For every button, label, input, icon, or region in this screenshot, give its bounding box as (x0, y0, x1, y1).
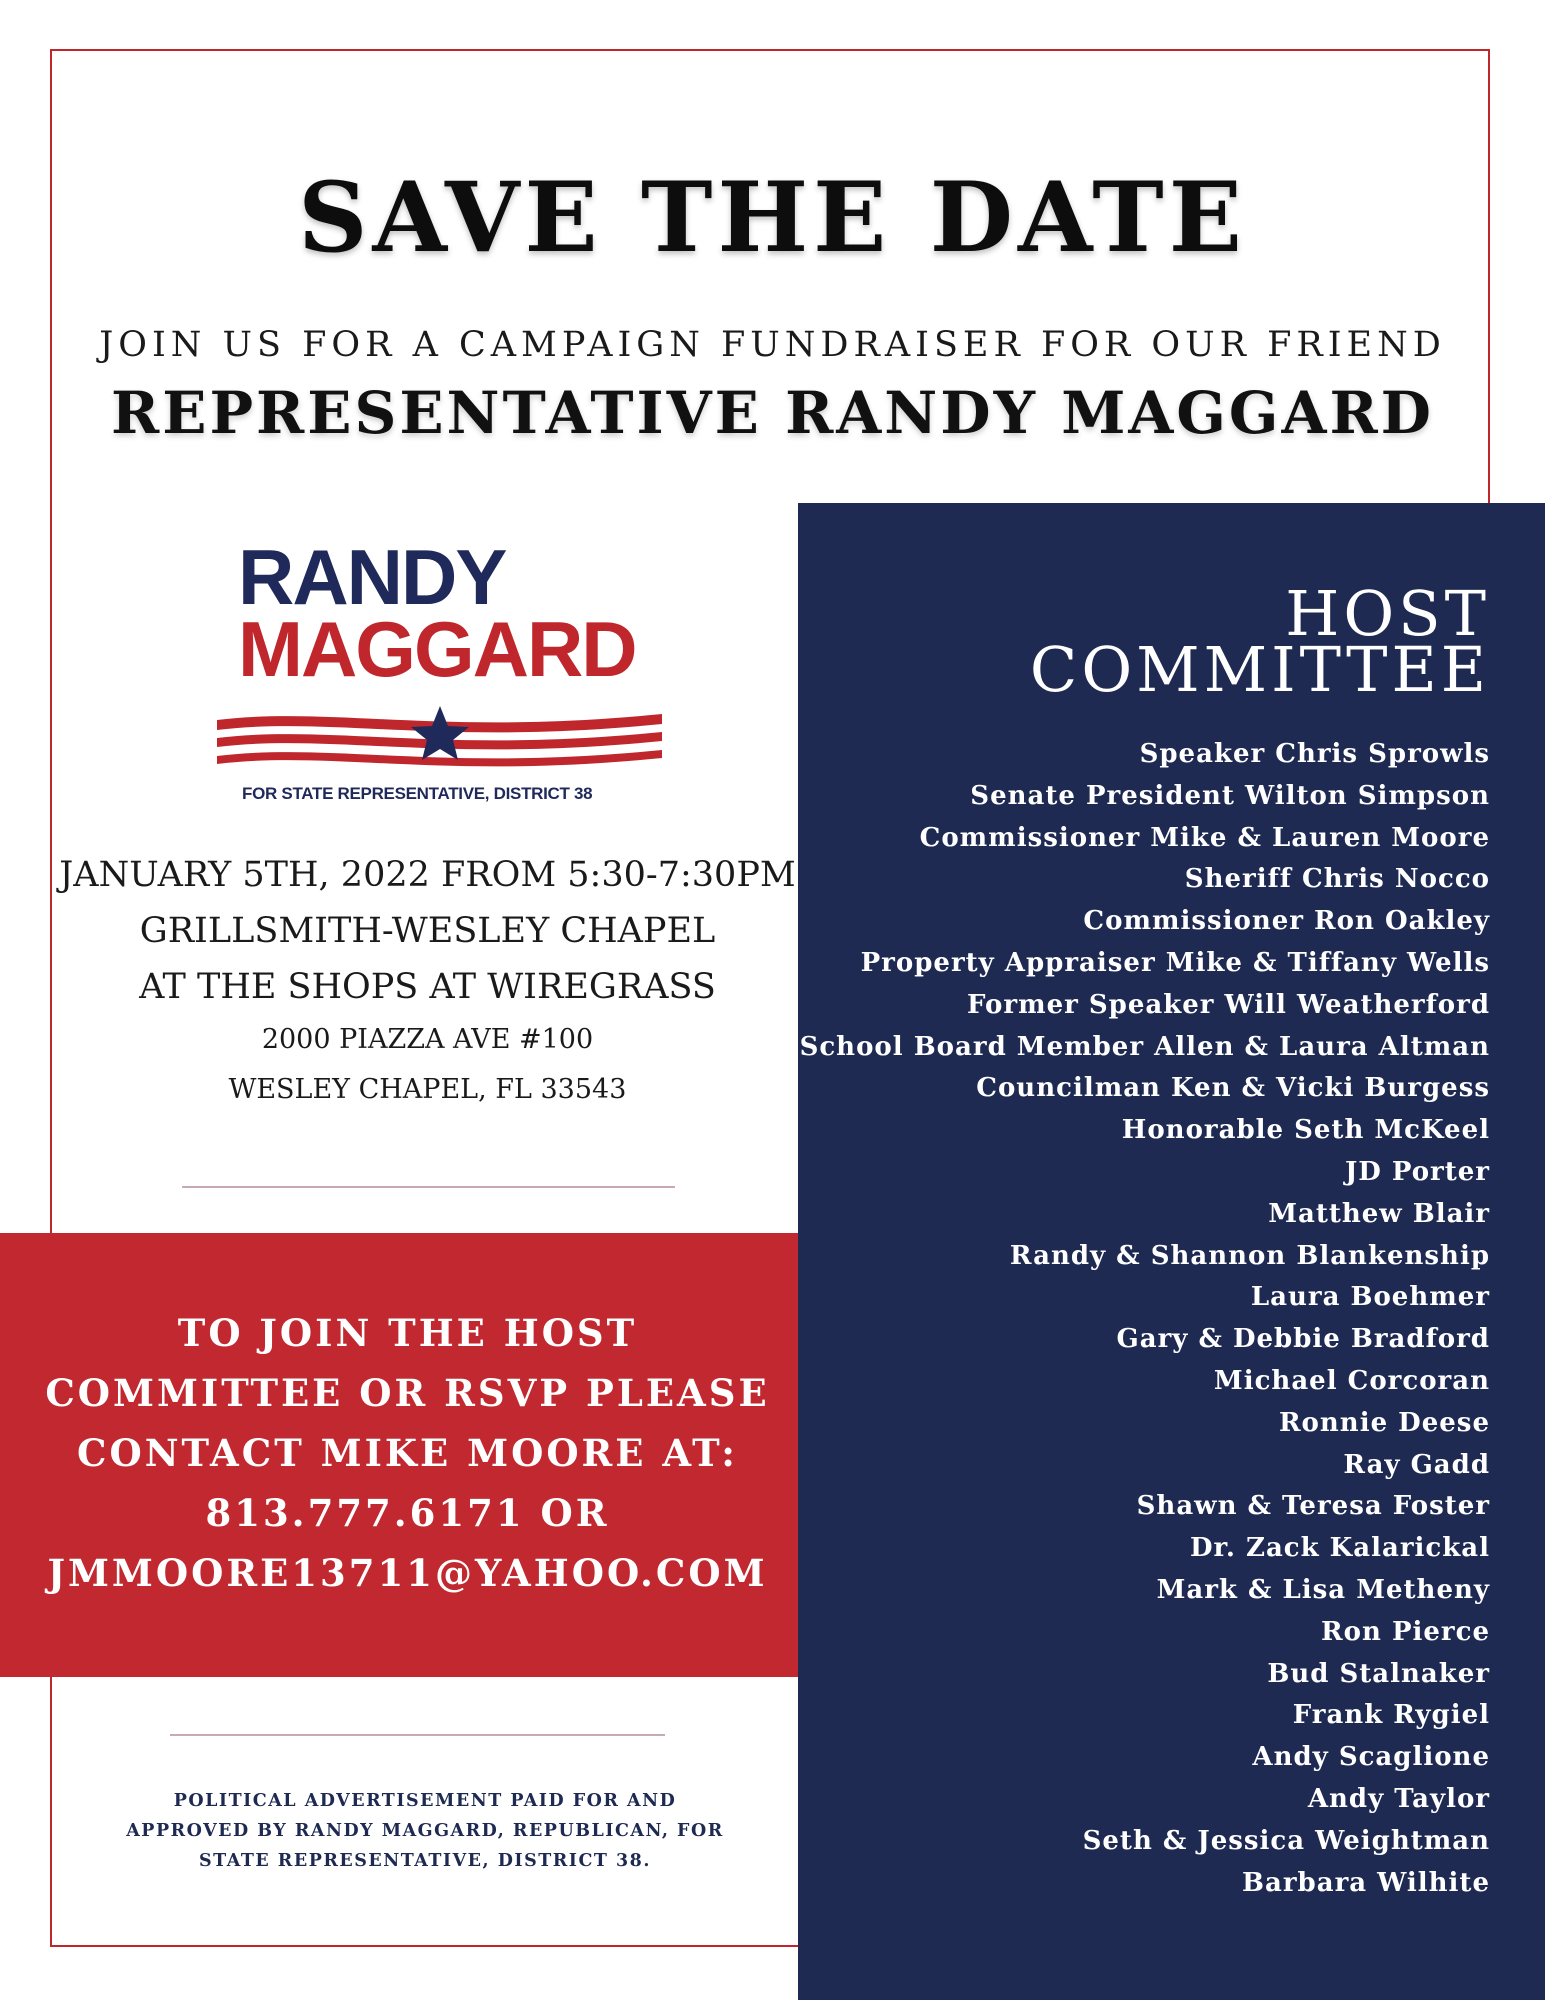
divider-lower (170, 1734, 665, 1736)
host-committee-member: Randy & Shannon Blankenship (1009, 1240, 1490, 1271)
event-date-time: JANUARY 5TH, 2022 FROM 5:30-7:30PM (59, 855, 796, 895)
host-committee-member: Shawn & Teresa Foster (1136, 1491, 1490, 1522)
host-committee-member: Ronnie Deese (1278, 1407, 1490, 1438)
rsvp-line-3: CONTACT MIKE MOORE AT: (77, 1431, 738, 1475)
host-committee-member: Andy Taylor (1307, 1783, 1490, 1814)
flag-stripes-star-icon (212, 706, 672, 778)
host-committee-member: Laura Boehmer (1250, 1282, 1490, 1313)
host-committee-member: Ray Gadd (1343, 1449, 1490, 1480)
host-committee-title (1029, 577, 1490, 706)
host-committee-member: Ron Pierce (1321, 1616, 1490, 1647)
divider-upper (182, 1186, 675, 1188)
honoree-name: REPRESENTATIVE RANDY MAGGARD (111, 379, 1434, 447)
page-title: SAVE THE DATE (298, 161, 1247, 274)
host-committee-member: School Board Member Allen & Laura Altman (799, 1031, 1490, 1062)
logo-first-name: RANDY (238, 533, 506, 621)
host-committee-member: Andy Scaglione (1252, 1742, 1490, 1773)
host-committee-panel (798, 503, 1545, 2000)
host-committee-member: Dr. Zack Kalarickal (1190, 1533, 1490, 1564)
event-venue: GRILLSMITH-WESLEY CHAPEL (139, 911, 716, 951)
host-committee-member: Barbara Wilhite (1242, 1867, 1490, 1898)
host-committee-member: Seth & Jessica Weightman (1082, 1825, 1490, 1856)
logo-last-name: MAGGARD (238, 605, 636, 693)
event-city: WESLEY CHAPEL, FL 33543 (228, 1074, 627, 1105)
host-committee-member: Mark & Lisa Metheny (1156, 1574, 1490, 1605)
host-committee-member: Former Speaker Will Weatherford (967, 989, 1490, 1020)
event-location: AT THE SHOPS AT WIREGRASS (139, 967, 716, 1007)
host-committee-member: Commissioner Mike & Lauren Moore (919, 822, 1490, 853)
host-committee-member: Bud Stalnaker (1267, 1658, 1490, 1689)
host-title-line-2: COMMITTEE (1029, 633, 1490, 706)
political-disclaimer (110, 1786, 740, 1876)
disclaimer-line-1: POLITICAL ADVERTISEMENT PAID FOR AND (173, 1791, 677, 1811)
rsvp-text (0, 1303, 815, 1603)
host-committee-member: Speaker Chris Sprowls (1139, 739, 1490, 769)
rsvp-line-2: COMMITTEE OR RSVP PLEASE (45, 1371, 770, 1415)
host-title-line-1: HOST (1285, 577, 1490, 650)
host-committee-member: Matthew Blair (1268, 1198, 1490, 1229)
disclaimer-line-3: STATE REPRESENTATIVE, DISTRICT 38. (199, 1851, 651, 1871)
rsvp-line-1: TO JOIN THE HOST (177, 1311, 638, 1355)
event-street-address: 2000 PIAZZA AVE #100 (261, 1024, 594, 1055)
host-committee-list (800, 734, 1490, 1904)
host-committee-member: Commissioner Ron Oakley (1083, 906, 1490, 937)
host-committee-member: Councilman Ken & Vicki Burgess (976, 1073, 1490, 1104)
rsvp-email: JMMOORE13711@YAHOO.COM (47, 1551, 768, 1595)
host-committee-member: Michael Corcoran (1213, 1365, 1490, 1396)
host-committee-member: Property Appraiser Mike & Tiffany Wells (860, 947, 1490, 978)
campaign-logo (212, 533, 672, 808)
invitation-subtitle: JOIN US FOR A CAMPAIGN FUNDRAISER FOR OUR FRIEND (99, 325, 1446, 365)
host-committee-member: Gary & Debbie Bradford (1116, 1324, 1490, 1355)
rsvp-panel (0, 1233, 798, 1677)
host-committee-member: JD Porter (1344, 1156, 1490, 1187)
host-committee-member: Senate President Wilton Simpson (970, 780, 1490, 811)
host-committee-member: Frank Rygiel (1292, 1700, 1490, 1731)
disclaimer-line-2: APPROVED BY RANDY MAGGARD, REPUBLICAN, FOR (126, 1821, 724, 1841)
host-committee-member: Sheriff Chris Nocco (1184, 864, 1490, 895)
host-committee-member: Honorable Seth McKeel (1121, 1115, 1490, 1146)
rsvp-phone: 813.777.6171 OR (205, 1491, 610, 1535)
logo-tagline: FOR STATE REPRESENTATIVE, DISTRICT 38 (242, 784, 593, 803)
